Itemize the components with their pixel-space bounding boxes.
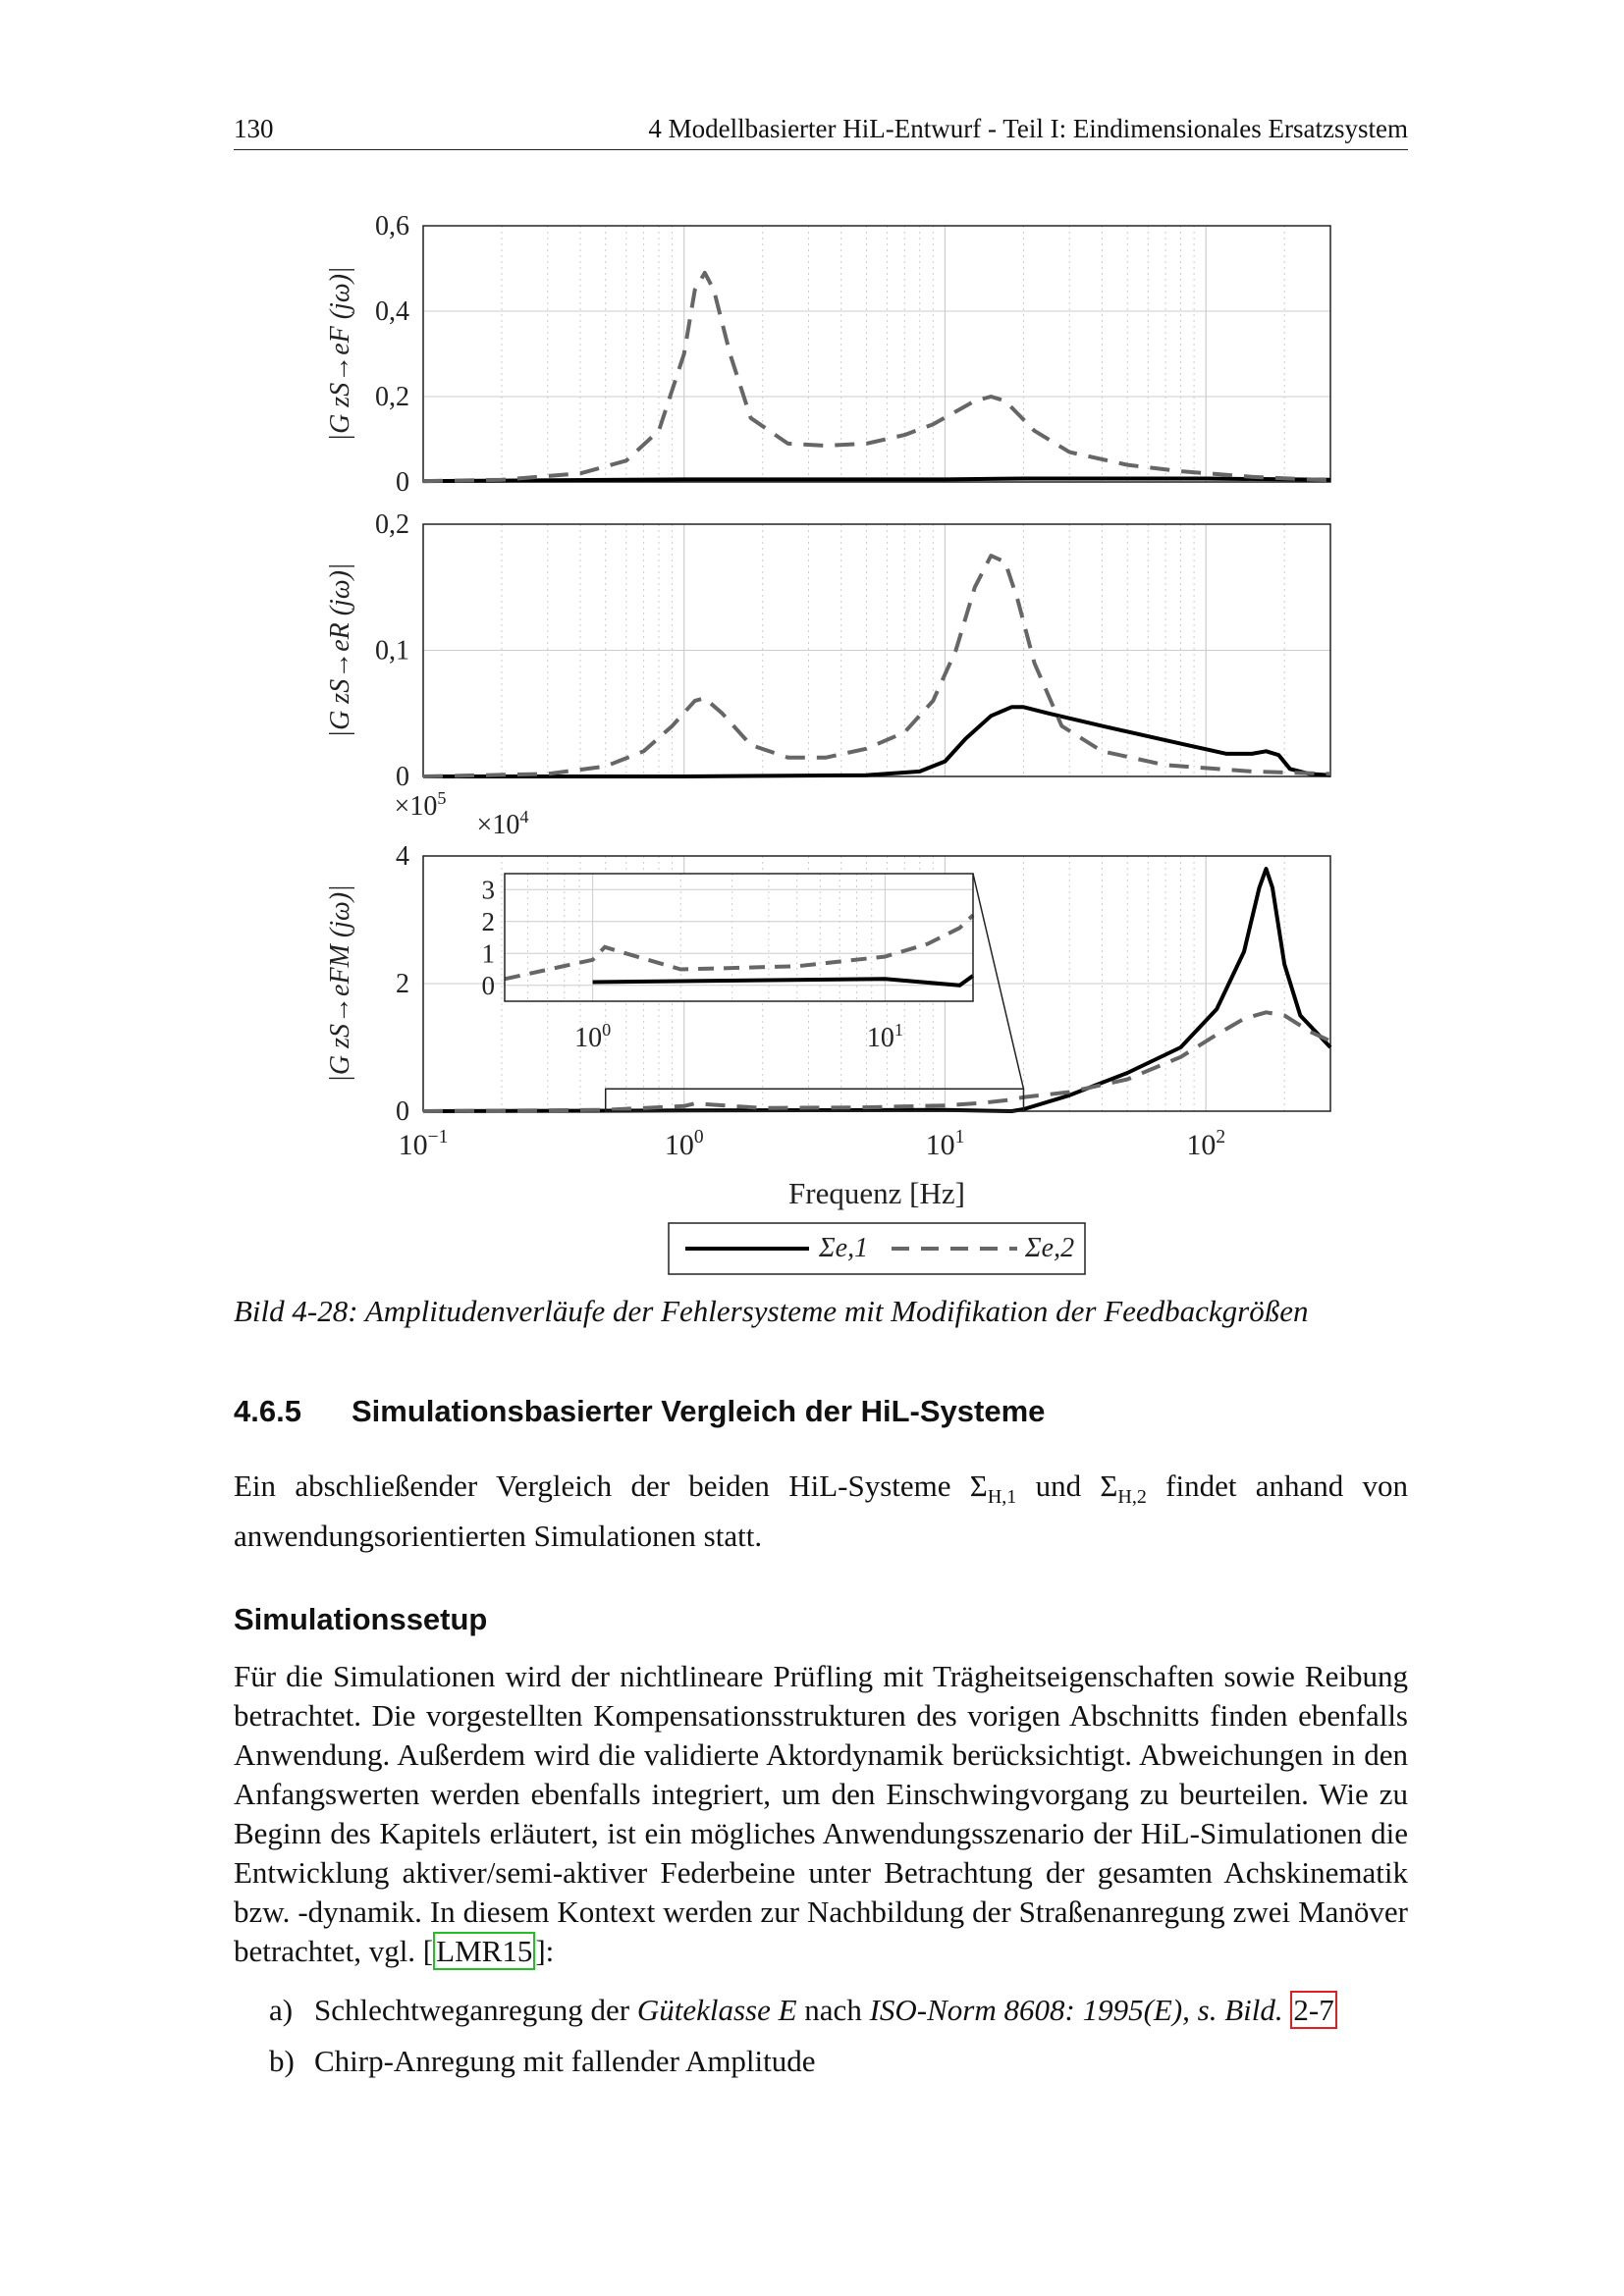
- x-tick-label: $10^{-1}$: [398, 1127, 449, 1161]
- list-text-a: [314, 1993, 1337, 2028]
- list-text-b: Chirp-Anregung mit fallender Amplitude: [314, 2044, 816, 2078]
- list-a-italic-2: ISO-Norm 8608: 1995(E), s. Bild.: [869, 1993, 1283, 2027]
- y-tick-label: 0: [396, 762, 409, 792]
- axes-frame: [423, 226, 1330, 482]
- intro-part-2: und Σ: [1016, 1468, 1118, 1503]
- citation-link[interactable]: LMR15: [433, 1932, 535, 1970]
- intro-sub-2: H,2: [1117, 1486, 1147, 1509]
- inset-multiplier-label: $\times 10^4$: [476, 806, 529, 840]
- x-tick-label: $10^2$: [1186, 1127, 1226, 1161]
- intro-part-1: Ein abschließender Vergleich der beiden HiL-Systeme Σ: [234, 1468, 988, 1503]
- y-tick-label: 0: [396, 1096, 409, 1127]
- inset-y-tick-label: 2: [481, 906, 495, 936]
- inset-x-tick-label: $10^0$: [574, 1019, 612, 1053]
- intro-part-3: findet anhand von anwendungsorientierten Simulationen statt.: [234, 1468, 1409, 1554]
- chapter-title: 4 Modellbasierter HiL-Entwurf - Teil I: Eindimensionales Ersatzsystem: [648, 114, 1408, 143]
- legend-label-e2: Σe,2: [1025, 1233, 1075, 1263]
- y-tick-label: 4: [396, 841, 409, 872]
- inset-y-tick-label: 3: [481, 875, 495, 905]
- list-a-italic-1: Güteklasse E: [636, 1993, 797, 2027]
- y-tick-label: 0,1: [375, 635, 409, 667]
- section-title: Simulationsbasierter Vergleich der HiL-Systeme: [352, 1394, 1046, 1428]
- list-label-b: b): [269, 2044, 295, 2078]
- intro-sub-1: H,1: [987, 1486, 1017, 1509]
- inset-y-tick-label: 1: [481, 938, 495, 969]
- x-tick-label: $10^1$: [925, 1127, 965, 1161]
- subsection-heading: Simulationssetup: [234, 1602, 488, 1636]
- body-text: Für die Simulationen wird der nichtlineare Prüfling mit Trägheitseigenschaften sowie Reibung betrachtet. Die vorgestellten Kompensationsstrukturen des vorigen Abschnitts finden ebenfalls Anwendung. Außerdem wird die validierte Aktordynamik berücksichtigt. Abweichungen in den Anfangswerten werden ebenfalls integriert, um den Einschwingvorgang zu beurteilen. Wie zu Beginn des Kapitels erläutert, ist ein mögliches Anwendungsszenario der HiL-Simulationen die Entwicklung aktiver/semi-aktiver Federbeine unter Betrachtung der gesamten Achskinematik bzw. -dynamik. In diesem Kontext werden zur Nachbildung der Straßenanregung zwei Manöver betrachtet, vgl. [: [234, 1659, 1408, 1968]
- inset-y-tick-label: 0: [481, 970, 495, 1000]
- x-axis-label: Frequenz [Hz]: [788, 1176, 965, 1210]
- y-axis-label: |G zS→eR (jω)|: [325, 562, 355, 738]
- zoom-connector: [973, 874, 1023, 1089]
- figure-caption: [234, 1294, 1309, 1329]
- inset-x-tick-label: $10^1$: [866, 1019, 903, 1053]
- y-tick-label: 2: [396, 969, 409, 999]
- list-a-part-1: Schlechtweganregung der: [314, 1993, 637, 2027]
- y-tick-label: 0,4: [375, 296, 409, 327]
- section-heading: [234, 1394, 1045, 1429]
- subsection-body: [234, 1657, 1408, 1971]
- section-number: 4.6.5: [234, 1394, 301, 1428]
- y-multiplier-label: $\times 10^5$: [394, 787, 447, 822]
- caption-text: : Amplitudenverläufe der Fehlersysteme mit Modifikation der Feedbackgrößen: [348, 1294, 1309, 1328]
- y-axis-label: |G zS→eFM (jω)|: [325, 884, 355, 1083]
- y-tick-label: 0,2: [375, 382, 409, 412]
- section-intro: [234, 1467, 1408, 1556]
- y-tick-label: 0,2: [375, 509, 409, 540]
- list-a-part-2: nach: [796, 1993, 870, 2027]
- legend: [669, 1223, 1085, 1274]
- page-number: 130: [234, 114, 274, 143]
- legend-label-e1: Σe,1: [819, 1233, 869, 1263]
- x-tick-label: $10^0$: [664, 1127, 704, 1161]
- y-axis-label: |G zS→eF (jω)|: [325, 266, 355, 442]
- body-end: ]:: [535, 1934, 555, 1968]
- y-tick-label: 0: [396, 467, 409, 498]
- caption-label: Bild 4-28: [234, 1294, 349, 1328]
- list-label-a: a): [269, 1993, 294, 2027]
- y-tick-label: 0,6: [375, 211, 409, 241]
- figure-ref-link[interactable]: 2-7: [1290, 1991, 1336, 2029]
